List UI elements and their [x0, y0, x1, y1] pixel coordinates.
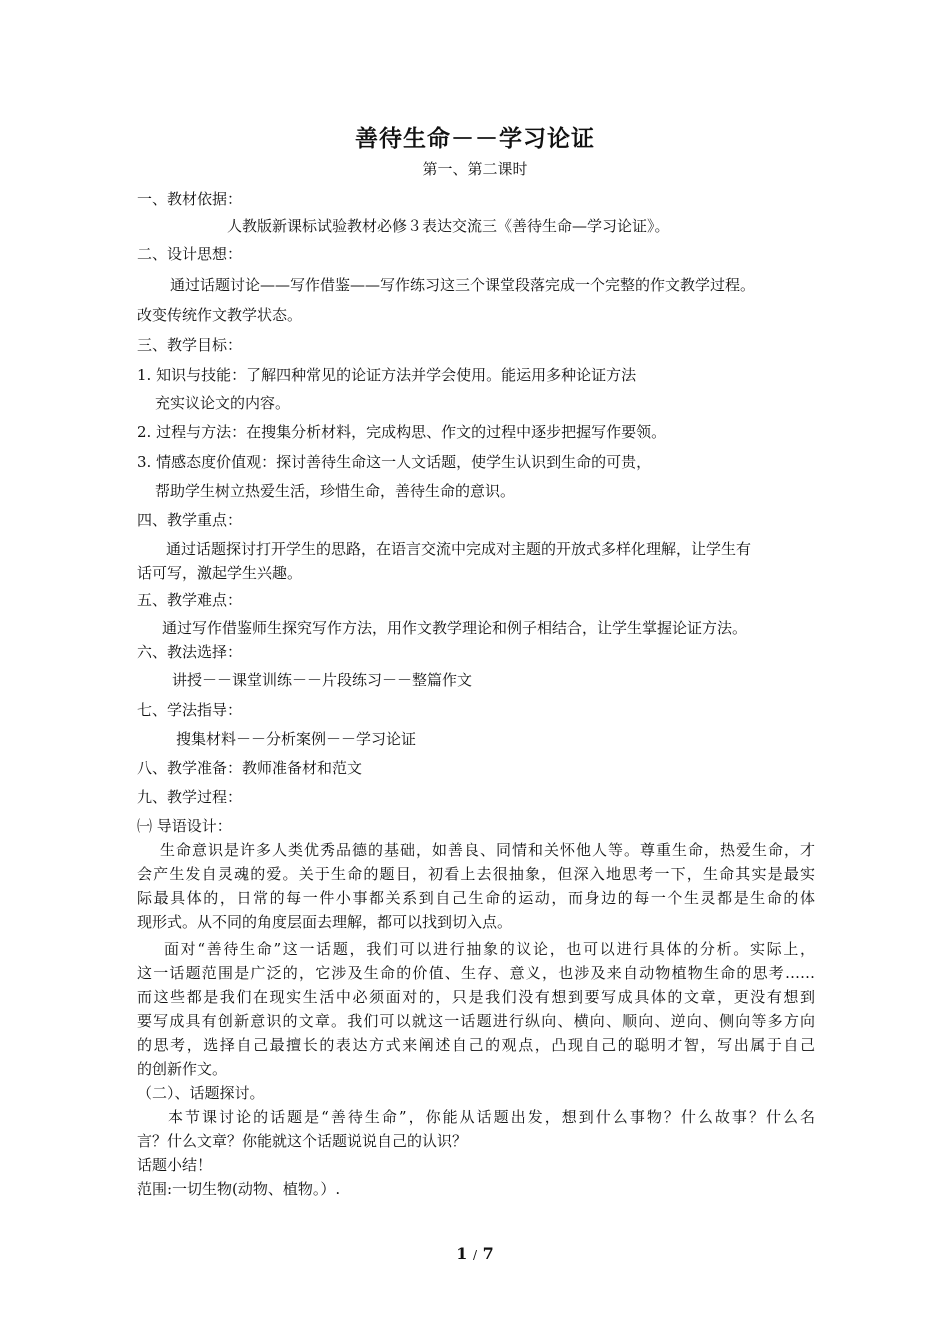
text-line: 要写成具有创新意识的文章。我们可以就这一话题进行纵向、横向、顺向、逆向、侧向等多方向 [137, 1012, 815, 1030]
text-line: 的思考，选择自己最擅长的表达方式来阐述自己的观点，凸现自己的聪明才智，写出属于自己 [137, 1036, 815, 1054]
text-line: 际最具体的，日常的每一件小事都关系到自己生命的运动，而身边的每一个生灵都是生命的体 [137, 889, 815, 907]
text-line: 搜集材料－－分析案例－－学习论证 [176, 730, 417, 748]
total-pages: 7 [482, 1244, 494, 1263]
text-line: 1. 知识与技能：了解四种常见的论证方法并学会使用。能运用多种论证方法 [137, 366, 637, 384]
page-separator: / [472, 1248, 478, 1262]
current-page: 1 [456, 1244, 468, 1263]
text-line: 面对“善待生命”这一话题，我们可以进行抽象的议论，也可以进行具体的分析。实际上， [164, 940, 815, 958]
text-line: 八、教学准备：教师准备材和范文 [137, 759, 363, 777]
text-line: 通过话题讨论——写作借鉴——写作练习这三个课堂段落完成一个完整的作文教学过程。 [170, 276, 756, 294]
text-line: 这一话题范围是广泛的，它涉及生命的价值、生存、意义，也涉及来自动物植物生命的思考…… [137, 964, 815, 982]
text-line: 言？什么文章？你能就这个话题说说自己的认识？ [137, 1132, 468, 1150]
section-heading: 五、教学难点： [137, 591, 243, 609]
text-line: 话题小结！ [137, 1156, 213, 1174]
text-line: 本节课讨论的话题是“善待生命”，你能从话题出发，想到什么事物？什么故事？什么名 [168, 1108, 815, 1126]
section-heading: 二、设计思想： [137, 245, 243, 263]
section-heading: 九、教学过程： [137, 788, 243, 806]
text-line: 现形式。从不同的角度层面去理解，都可以找到切入点。 [137, 913, 513, 931]
section-heading: （二）、话题探讨。 [137, 1084, 265, 1102]
text-line: 生命意识是许多人类优秀品德的基础，如善良、同情和关怀他人等。尊重生命，热爱生命，才 [160, 841, 815, 859]
text-line: 通过写作借鉴师生探究写作方法，用作文教学理论和例子相结合，让学生掌握论证方法。 [162, 619, 748, 637]
text-line: 的创新作文。 [137, 1060, 228, 1078]
text-line: 通过话题探讨打开学生的思路，在语言交流中完成对主题的开放式多样化理解，让学生有 [166, 540, 752, 558]
document-subtitle: 第一、第二课时 [422, 160, 528, 178]
text-line: 人教版新课标试验教材必修３表达交流三《善待生命—学习论证》。 [227, 217, 670, 235]
page-number [0, 1244, 950, 1263]
text-line: 3. 情感态度价值观：探讨善待生命这一人文话题，使学生认识到生命的可贵， [137, 453, 652, 471]
text-line: 而这些都是我们在现实生活中必须面对的，只是我们没有想到要写成具体的文章，更没有想到 [137, 988, 815, 1006]
text-line: 2. 过程与方法：在搜集分析材料，完成构思、作文的过程中逐步把握写作要领。 [137, 423, 667, 441]
section-heading: 一、教材依据： [137, 190, 243, 208]
text-line: 范围:一切生物(动物、植物。）. [137, 1180, 341, 1198]
text-line: 帮助学生树立热爱生活，珍惜生命，善待生命的意识。 [155, 482, 516, 500]
section-heading: 三、教学目标： [137, 336, 243, 354]
document-title: 善待生命－－学习论证 [355, 126, 595, 152]
text-line: 讲授－－课堂训练－－片段练习－－整篇作文 [172, 671, 473, 689]
text-line: 话可写，激起学生兴趣。 [137, 564, 303, 582]
text-line: 改变传统作文教学状态。 [137, 306, 303, 324]
section-heading: 七、学法指导： [137, 701, 243, 719]
section-heading: 六、教法选择： [137, 643, 243, 661]
section-heading: 四、教学重点： [137, 511, 243, 529]
text-line: 会产生发自灵魂的爱。关于生命的题目，初看上去很抽象，但深入地思考一下，生命其实是最实 [137, 865, 815, 883]
text-line: 充实议论文的内容。 [155, 394, 291, 412]
section-heading: ㈠ 导语设计： [137, 817, 232, 835]
